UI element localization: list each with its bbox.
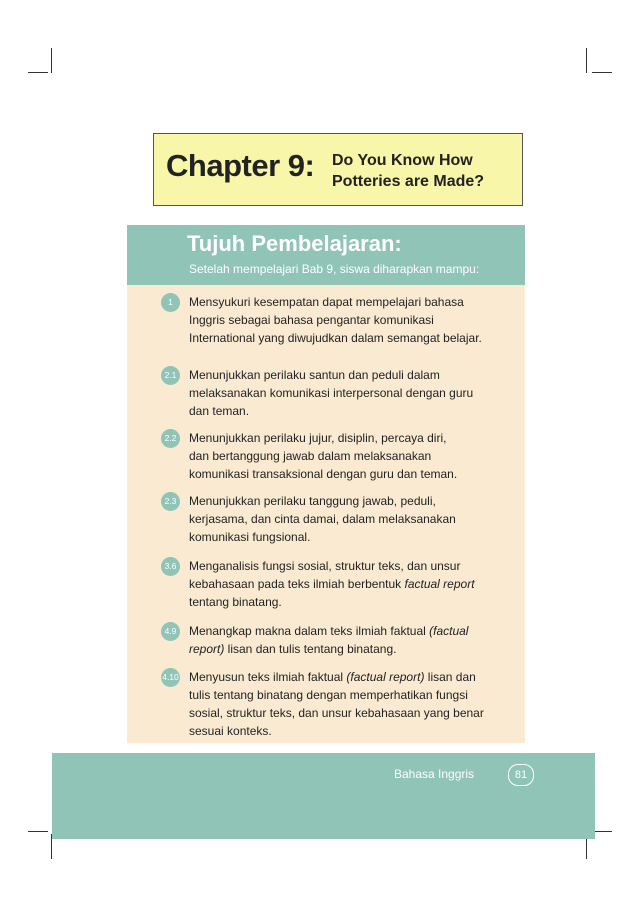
goal-text-line: Menunjukkan perilaku santun dan peduli dalam xyxy=(189,368,440,382)
book-title: Bahasa Inggris xyxy=(394,767,475,781)
goal-text-line: melaksanakan komunikasi interpersonal dengan guru xyxy=(189,386,474,400)
crop-mark xyxy=(592,72,612,73)
goal-text-line: Menyusun teks ilmiah faktual (factual report) lisan dan xyxy=(189,670,476,684)
learning-goals-intro: Setelah mempelajari Bab 9, siswa diharapkan mampu: xyxy=(189,262,480,276)
goal-text-line: Menganalisis fungsi sosial, struktur teks, dan unsur xyxy=(189,559,461,573)
goal-badge: 3.6 xyxy=(161,557,180,576)
goal-badge: 4.10 xyxy=(161,668,180,687)
goal-text-line: tentang binatang. xyxy=(189,595,282,609)
crop-mark xyxy=(586,48,587,73)
goal-text-line: Mensyukuri kesempatan dapat mempelajari bahasa xyxy=(189,295,464,309)
page-number: 81 xyxy=(508,764,534,786)
goal-text-line: Inggris sebagai bahasa pengantar komunikasi xyxy=(189,313,434,327)
learning-goals-panel xyxy=(127,225,525,743)
goal-text-line: sosial, struktur teks, dan unsur kebahasaan yang benar xyxy=(189,706,484,720)
goal-badge: 4.9 xyxy=(161,622,180,641)
goal-text-line: sesuai konteks. xyxy=(189,724,272,738)
goal-text-line: tulis tentang binatang dengan memperhatikan fungsi xyxy=(189,688,468,702)
goal-text-line: Menunjukkan perilaku jujur, disiplin, percaya diri, xyxy=(189,431,447,445)
goal-badge: 2.3 xyxy=(161,492,180,511)
goal-text-line: Menunjukkan perilaku tanggung jawab, peduli, xyxy=(189,494,436,508)
goal-badge: 2.1 xyxy=(161,366,180,385)
goal-badge: 1 xyxy=(161,293,180,312)
chapter-title-box xyxy=(153,133,523,206)
goal-text-line: dan bertanggung jawab dalam melaksanakan xyxy=(189,449,432,463)
learning-goals-header xyxy=(127,225,525,285)
crop-mark xyxy=(28,831,48,832)
crop-mark xyxy=(592,831,612,832)
goal-text-line: kerjasama, dan cinta damai, dalam melaksanakan xyxy=(189,512,456,526)
chapter-title-line: Potteries are Made? xyxy=(332,173,485,190)
goal-text-line: komunikasi transaksional dengan guru dan teman. xyxy=(189,467,458,481)
chapter-number: Chapter 9: xyxy=(166,148,315,183)
page-footer xyxy=(52,753,595,839)
goal-badge: 2.2 xyxy=(161,429,180,448)
goal-text-line: report) lisan dan tulis tentang binatang. xyxy=(189,642,397,656)
chapter-title-line: Do You Know How xyxy=(332,152,473,169)
learning-goals-heading: Tujuh Pembelajaran: xyxy=(187,231,402,256)
goal-text-line: komunikasi fungsional. xyxy=(189,530,311,544)
chapter-title xyxy=(332,150,484,192)
crop-mark xyxy=(51,48,52,73)
crop-mark xyxy=(28,72,48,73)
chapter-colon: : xyxy=(304,148,315,183)
goal-text-line: kebahasaan pada teks ilmiah berbentuk factual report xyxy=(189,577,475,591)
goal-text-line: Menangkap makna dalam teks ilmiah faktual (factual xyxy=(189,624,469,638)
goal-text-line: dan teman. xyxy=(189,404,250,418)
goal-text-line: International yang diwujudkan dalam semangat belajar. xyxy=(189,331,482,345)
